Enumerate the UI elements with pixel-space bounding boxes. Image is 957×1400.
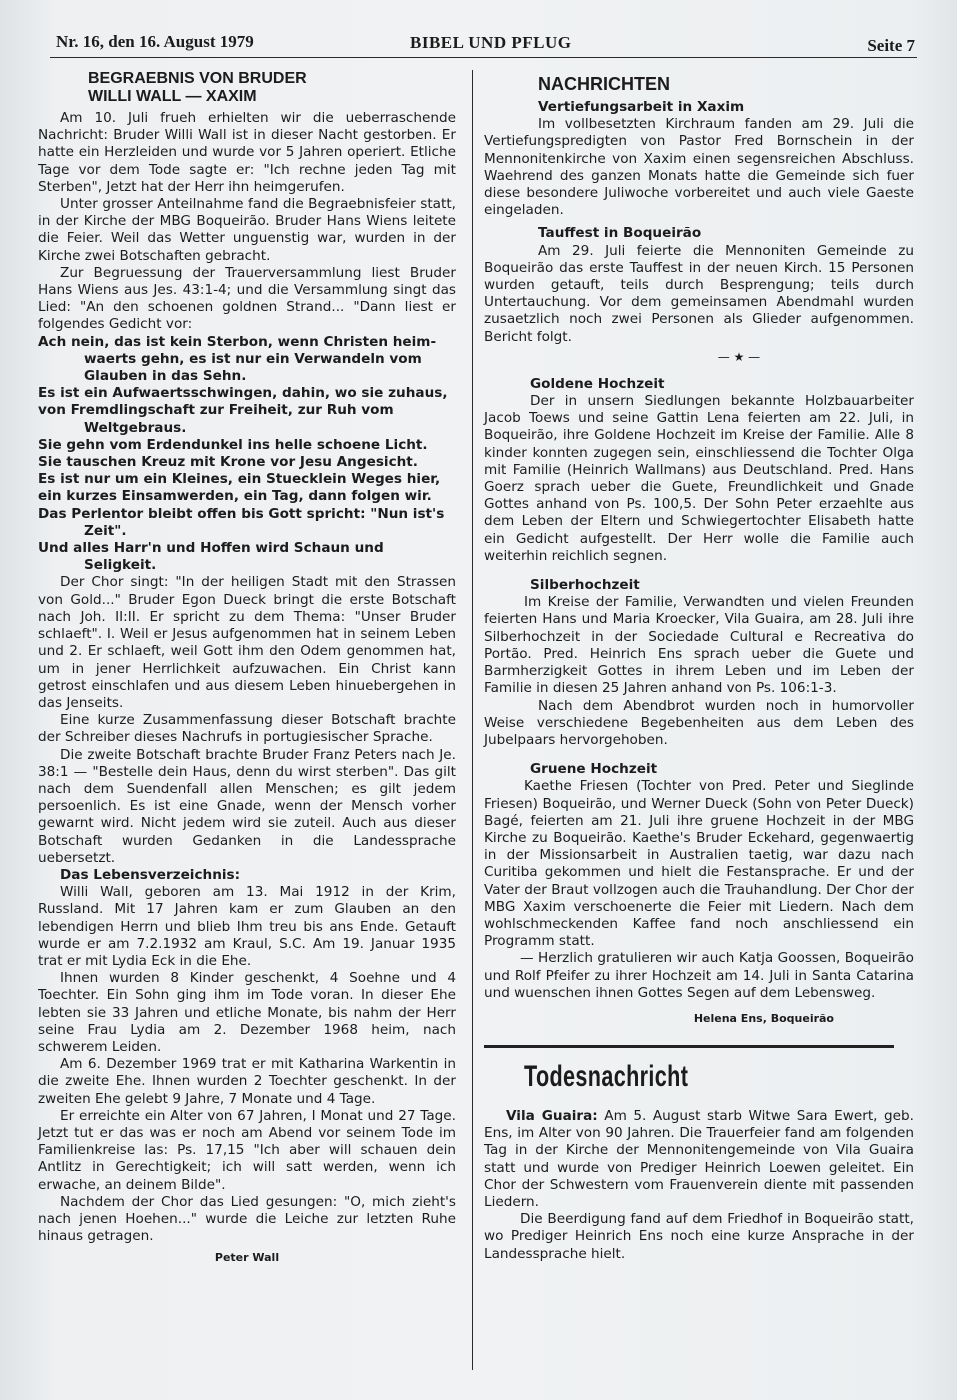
author-signature: Peter Wall [214,1251,280,1265]
obituary-body: Am 5. August starb Witwe Sara Ewert, geb. Ens, im Alter von 90 Jahren. Die Trauerfeier fand am folgenden Tag in der Kirche der Mennonitengemeinde von Vila Guaira statt und wurde von Prediger Heinrich Loewen geleitet. Ein Chor der Schwestern vom Frauenverein diente mit passenden Liedern. [484,1107,914,1210]
paragraph: Der Chor singt: "In der heiligen Stadt mit den Strassen von Gold..." Bruder Egon Dueck bringt die erste Botschaft nach Joh. II:II. Er spricht zu dem Thema: "Unser Bruder schlaeft". I. Weil er Jesus aufgenommen hat in seinem Leben und 2. Er schlaeft, weil Gott ihm den Odem genommen hat, um in jener Herrlichkeit aufzuwachen. Ein Christ kann getrost einschlafen und aus diesem Leben hinuebergehen in das Jenseits. [38,574,456,711]
article-title-line1: BEGRAEBNIS VON BRUDER [88,70,307,87]
poem-line: Glauben in das Sehn. [84,368,247,385]
news-heading: Vertiefungsarbeit in Xaxim [538,99,745,115]
right-column [484,70,914,1263]
poem [38,334,456,575]
obituary-title: Todesnachricht [524,1059,689,1093]
news-text: Am 29. Juli feierte die Mennoniten Gemeinde zu Boqueirão das erste Tauffest in der neuen Kirch. 15 Personen wurden getauft, teils durch Besprengung; teils durch Untertauchung. Vor dem gemeinsamen Abendmahl wurden zusaetzlich noch zwei Personen als Glieder aufgenommen. Bericht folgt. [484,242,914,345]
paragraph: Zur Begruessung der Trauerversammlung liest Bruder Hans Wiens aus Jes. 43:1-4; und die Versammlung singt das Lied: "An den schoenen goldnen Strand... "Dann liest er folgendes Gedicht vor: [38,264,456,333]
poem-line: ein kurzes Einsamwerden, ein Tag, dann folgen wir. [38,488,432,505]
obituary-text: Die Beerdigung fand auf dem Friedhof in Boqueirão statt, wo Prediger Heinrich Ens noch eine kurze Ansprache in der Landessprache hielt. [484,1211,914,1262]
poem-line: Seligkeit. [84,557,157,574]
article-title-line2: WILLI WALL — XAXIM [88,88,257,105]
poem-line: Und alles Harr'n und Hoffen wird Schaun und [38,540,384,557]
poem-line: von Fremdlingschaft zur Freiheit, zur Ruh vom [38,402,394,419]
poem-line: waerts gehn, es ist nur ein Verwandeln vom [84,350,422,367]
news-text: Im Kreise der Familie, Verwandten und vielen Freunden feierten Hans und Maria Kroecker, Vila Guaira, am 28. Juli ihre Silberhochzeit in der Sociedade Cultural e Recreativa do Portão. Pred. Heinrich Ens sprach ueber die Guete und Barmherzigkeit Gottes in ihrem Leben und im Leben der Familie in diesen 25 Jahren anhand von Ps. 106:1-3. [484,594,914,697]
poem-line: Es ist nur um ein Kleines, ein Stuecklein Weges hier, [38,471,441,488]
section-title: NACHRICHTEN [538,74,670,94]
poem-line: Sie gehn vom Erdendunkel ins helle schoene Licht. [38,436,428,453]
left-column [38,70,456,1264]
paragraph: Unter grosser Anteilnahme fand die Begraebnisfeier statt, in der Kirche der MBG Boqueirão. Bruder Hans Wiens leitete die Feier. Weil das Wetter unguenstig war, wurden in der Kirche zwei Botschaften gebracht. [38,196,456,264]
paragraph: Eine kurze Zusammenfassung dieser Botschaft brachte der Schreiber dieses Nachrufs in portugiesischer Sprache. [38,712,456,746]
poem-line: Ach nein, das ist kein Sterbon, wenn Christen heim- [38,333,437,350]
news-heading: Tauffest in Boqueirão [538,225,702,242]
news-heading: Silberhochzeit [530,577,640,594]
news-text: — Herzlich gratulieren wir auch Katja Goossen, Boqueirão und Rolf Pfeifer zu ihrer Hochzeit am 14. Juli in Santa Catarina und wuenschen ihnen Gottes Segen auf dem Lebensweg. [484,950,914,1001]
paragraph: Am 6. Dezember 1969 trat er mit Katharina Warkentin in die zweite Ehe. Ihnen wurden 2 Toechter geschenkt. In der zweiten Ehe gelebt 9 Jahre, 7 Monate und 4 Tage. [38,1056,456,1107]
poem-line: Sie tauschen Kreuz mit Krone vor Jesu Angesicht. [38,454,418,471]
article-title [88,70,456,106]
news-heading: Goldene Hochzeit [530,375,665,392]
paragraph: Willi Wall, geboren am 13. Mai 1912 in der Krim, Russland. Mit 17 Jahren kam er zum Glauben an den lebendigen Herrn und blieb Ihm treu bis ans Ende. Getauft wurde er am 7.2.1932 am Kraul, S.C. Am 19. Januar 1935 trat er mit Lydia Eck in die Ehe. [38,884,456,969]
obituary-place: Vila Guaira: [506,1107,598,1124]
star-separator: — ★ — [717,349,761,364]
lebensverzeichnis-heading: Das Lebensverzeichnis: [60,866,241,883]
news-text: Nach dem Abendbrot wurden noch in humorvoller Weise verschiedene Begebenheiten aus dem Leben des Jubelpaars hervorgehoben. [484,697,914,748]
issue-date: Nr. 16, den 16. August 1979 [56,32,254,51]
paragraph: Ihnen wurden 8 Kinder geschenkt, 4 Soehne und 4 Toechter. Ein Sohn ging ihm im Tode voran. In dieser Ehe lebten sie 33 Jahren und etliche Monate, bis nahm der Herr seine Frau Lydia am 2. Dezember 1968 heim, nach schwerem Leiden. [38,970,456,1055]
news-text: Der in unsern Siedlungen bekannte Holzbauarbeiter Jacob Toews und seine Gattin Lena feierten am 22. Juli, in Boqueirão, ihre Goldene Hochzeit im Kreise der Familie. Alle 8 kinder konnten zugegen sein, einschliessend die Tochter Olga mit Familie (Heinrich Wallmans) aus Deutschland. Pred. Hans Goerz sprach ueber die Guete, Freundlichkeit und Gnade Gottes anhand von Ps. 100,5. Der Sohn Peter erzaehlte aus dem Leben der Eltern und Schwiegertochter Elisabeth hatte ein Gedicht aufgestellt. Der Herr wolle die Familie auch weiterhin reichlich segnen. [484,393,914,564]
news-text: Im vollbesetzten Kirchraum fanden am 29. Juli die Vertiefungspredigten von Pastor Fred Bornschein in der Mennonitenkirche von Xaxim einen segensreichen Abschluss. Waehrend des ganzen Monats hatte die Gemeinde sich fuer diese besondere Juliwoche vorbereitet und auch viele Gaeste eingeladen. [484,116,914,219]
poem-line: Das Perlentor bleibt offen bis Gott spricht: "Nun ist's [38,505,445,522]
poem-line: Zeit". [84,522,127,539]
news-text: Kaethe Friesen (Tochter von Pred. Peter und Sieglinde Friesen) Boqueirão, und Werner Dueck (Sohn von Peter Dueck) Bagé, feierten am 21. Juli ihre gruene Hochzeit in der MBG Kirche zu Boqueirão. Kaethe's Bruder Eckehard, gegenwaertig in der Missionsarbeit in Australien taetig, war dazu nach Curitiba gekommen und hielt die Festansprache. Er und der Vater der Braut vollzogen auch die Trauhandlung. Der Chor der MBG Xaxim verschoenerte die Feier mit Liedern. Nach dem wohlschmeckenden Kaffee fand noch anschliessend ein Programm statt. [484,778,914,950]
news-heading: Gruene Hochzeit [530,761,658,778]
poem-line: Weltgebraus. [84,419,187,436]
newspaper-name: BIBEL UND PFLUG [410,33,572,52]
poem-line: Es ist ein Aufwaertsschwingen, dahin, wo sie zuhaus, [38,385,448,402]
paragraph: Er erreichte ein Alter von 67 Jahren, I Monat und 27 Tage. Jetzt tut er das was er noch am Abend vor seinem Tode im Familienkreise las: Ps. 17,15 "Ich aber will schauen dein Antlitz in Gerechtigkeit; ich will satt werden, wenn ich erwache, an deinem Bilde". [38,1107,456,1193]
paragraph: Nachdem der Chor das Lied gesungen: "O, mich zieht's nach jenen Hoehen..." wurde die Leiche zur letzten Ruhe hinaus getragen. [38,1193,456,1245]
section-rule [484,1045,894,1048]
paragraph: Die zweite Botschaft brachte Bruder Franz Peters nach Je. 38:1 — "Bestelle dein Haus, denn du wirst sterben". Das gilt nach dem Suendenfall allen Menschen; es gilt jedem persoenlich. Es ist eine Gnade, wenn der Mensch vorher gewarnt wird. Nicht jedem wird sie zuteil. Auch aus dieser Botschaft wurden Gedanken in die Landessprache uebersetzt. [38,746,456,866]
paragraph: Am 10. Juli frueh erhielten wir die ueberraschende Nachricht: Bruder Willi Wall ist in dieser Nacht gestorben. Er hatte ein Herzleiden und wurde vor 5 Jahren operiert. Etliche Tage vor dem Tode sagte er: "Ich rechne jeden Tag mit Sterben", Jetzt hat der Herr ihn heimgerufen. [38,110,456,195]
page-header [50,30,917,58]
author-signature: Helena Ens, Boqueirão [693,1011,834,1025]
obituary-text [484,1108,914,1211]
page-number: Seite 7 [867,36,915,55]
column-divider [472,70,473,1370]
